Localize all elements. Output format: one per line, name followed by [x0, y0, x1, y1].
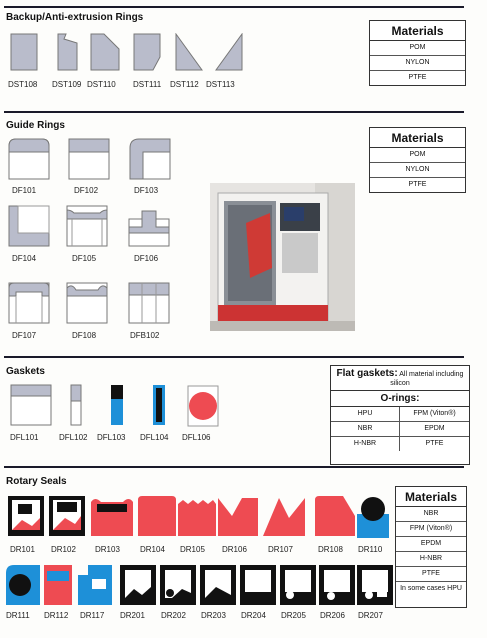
part-label: DR104 — [140, 545, 165, 554]
part-dr205-shape — [280, 565, 316, 605]
part-dst111-shape — [133, 33, 161, 71]
section-title-guide: Guide Rings — [6, 120, 65, 131]
part-label: DF105 — [72, 254, 97, 263]
materials-table-backup — [369, 20, 466, 86]
part-dr101-shape — [8, 496, 44, 536]
oring-material: NBR — [331, 422, 400, 437]
part-df102-shape — [68, 138, 110, 180]
materials-table-rotary — [395, 486, 467, 608]
oring-material: FPM (Viton®) — [400, 407, 469, 422]
lathe-machine-photo — [210, 183, 355, 331]
section-divider — [4, 356, 464, 358]
part-df108-shape — [66, 282, 108, 324]
part-dr112-shape — [44, 565, 72, 605]
part-dfl104-shape — [152, 384, 166, 426]
oring-material: HPU — [331, 407, 400, 422]
part-dfb102-shape — [128, 282, 170, 324]
material-row: PTFE — [408, 181, 427, 188]
part-label: DST108 — [8, 80, 38, 89]
part-dr202-shape — [160, 565, 196, 605]
section-divider — [4, 111, 464, 113]
part-df103-shape — [129, 138, 171, 180]
part-dr104-shape — [138, 496, 176, 536]
material-row: PTFE — [396, 567, 466, 582]
part-dr111-shape — [6, 565, 40, 605]
part-label: DFL103 — [97, 433, 126, 442]
part-dr206-shape — [319, 565, 355, 605]
part-dr204-shape — [240, 565, 276, 605]
part-label: DR201 — [120, 611, 145, 620]
flat-gaskets-label: Flat gaskets: — [336, 368, 398, 379]
part-label: DFL102 — [59, 433, 88, 442]
part-dr110-shape — [357, 496, 389, 538]
part-dr117-shape — [78, 565, 112, 605]
part-df106-shape — [128, 205, 170, 247]
flat-gaskets-note — [331, 366, 469, 390]
part-dr201-shape — [120, 565, 156, 605]
section-title-rotary: Rotary Seals — [6, 476, 67, 487]
part-label: DST111 — [133, 80, 162, 89]
part-dr108-shape — [315, 496, 355, 536]
part-label: DR108 — [318, 545, 343, 554]
part-label: DF106 — [134, 254, 159, 263]
part-label: DR106 — [222, 545, 247, 554]
part-dfl106-shape — [187, 385, 219, 427]
part-dst112-shape — [175, 33, 203, 71]
material-row: FPM (Viton®) — [396, 522, 466, 537]
part-label: DF103 — [134, 186, 159, 195]
part-label: DF102 — [74, 186, 99, 195]
part-dfl103-shape — [110, 384, 124, 426]
part-label: DFL106 — [182, 433, 211, 442]
part-dr106-shape — [218, 496, 258, 536]
part-label: DF107 — [12, 331, 37, 340]
flat-gaskets-text: All material including silicon — [390, 371, 464, 387]
part-label: DFB102 — [130, 331, 160, 340]
part-label: DST113 — [206, 80, 235, 89]
part-label: DST109 — [52, 80, 82, 89]
part-label: DR202 — [161, 611, 186, 620]
part-label: DF108 — [72, 331, 97, 340]
oring-material: PTFE — [425, 440, 444, 447]
material-row: NYLON — [370, 56, 465, 71]
part-df107-shape — [8, 282, 50, 324]
part-label: DR204 — [241, 611, 266, 620]
material-row: H-NBR — [396, 552, 466, 567]
material-row: PTFE — [408, 74, 427, 81]
part-dfl102-shape — [70, 384, 82, 426]
materials-heading: Materials — [396, 487, 466, 507]
part-label: DST112 — [170, 80, 199, 89]
orings-grid — [331, 406, 469, 451]
part-df105-shape — [66, 205, 108, 247]
part-dst109-shape — [57, 33, 79, 71]
material-row: NBR — [396, 507, 466, 522]
material-row: POM — [370, 41, 465, 56]
part-label: DR107 — [268, 545, 293, 554]
part-label: DR206 — [320, 611, 345, 620]
part-dst110-shape — [90, 33, 120, 71]
material-row: POM — [370, 148, 465, 163]
part-dr103-shape — [91, 496, 133, 536]
section-divider — [4, 466, 464, 468]
part-label: DR205 — [281, 611, 306, 620]
material-row: NYLON — [370, 163, 465, 178]
part-label: DR207 — [358, 611, 383, 620]
part-label: DR102 — [51, 545, 76, 554]
oring-material: EPDM — [400, 422, 469, 437]
material-row: EPDM — [396, 537, 466, 552]
part-label: DR111 — [6, 611, 30, 620]
part-label: DF101 — [12, 186, 37, 195]
part-dr107-shape — [263, 496, 305, 536]
part-dfl101-shape — [10, 384, 52, 426]
part-dr105-shape — [178, 496, 216, 536]
materials-heading: Materials — [370, 128, 465, 148]
section-divider — [4, 6, 464, 8]
part-label: DR117 — [80, 611, 105, 620]
part-label: DR203 — [201, 611, 226, 620]
part-dst113-shape — [215, 33, 243, 71]
part-label: DR101 — [10, 545, 35, 554]
part-dst108-shape — [10, 33, 38, 71]
part-label: DR110 — [358, 545, 383, 554]
gasket-materials-box — [330, 365, 470, 465]
part-dr207-shape — [357, 565, 393, 605]
part-dr203-shape — [200, 565, 236, 605]
section-title-backup: Backup/Anti-extrusion Rings — [6, 12, 144, 23]
materials-table-guide — [369, 127, 466, 193]
part-label: DFL104 — [140, 433, 169, 442]
part-label: DF104 — [12, 254, 37, 263]
material-row: In some cases HPU — [400, 585, 462, 592]
part-label: DR112 — [44, 611, 69, 620]
part-dr102-shape — [49, 496, 85, 536]
part-df104-shape — [8, 205, 50, 247]
part-label: DST110 — [87, 80, 116, 89]
orings-label: O-rings: — [331, 390, 469, 406]
part-label: DR105 — [180, 545, 205, 554]
part-df101-shape — [8, 138, 50, 180]
section-title-gaskets: Gaskets — [6, 366, 45, 377]
part-label: DFL101 — [10, 433, 39, 442]
oring-material: H-NBR — [331, 437, 400, 451]
materials-heading: Materials — [370, 21, 465, 41]
part-label: DR103 — [95, 545, 120, 554]
